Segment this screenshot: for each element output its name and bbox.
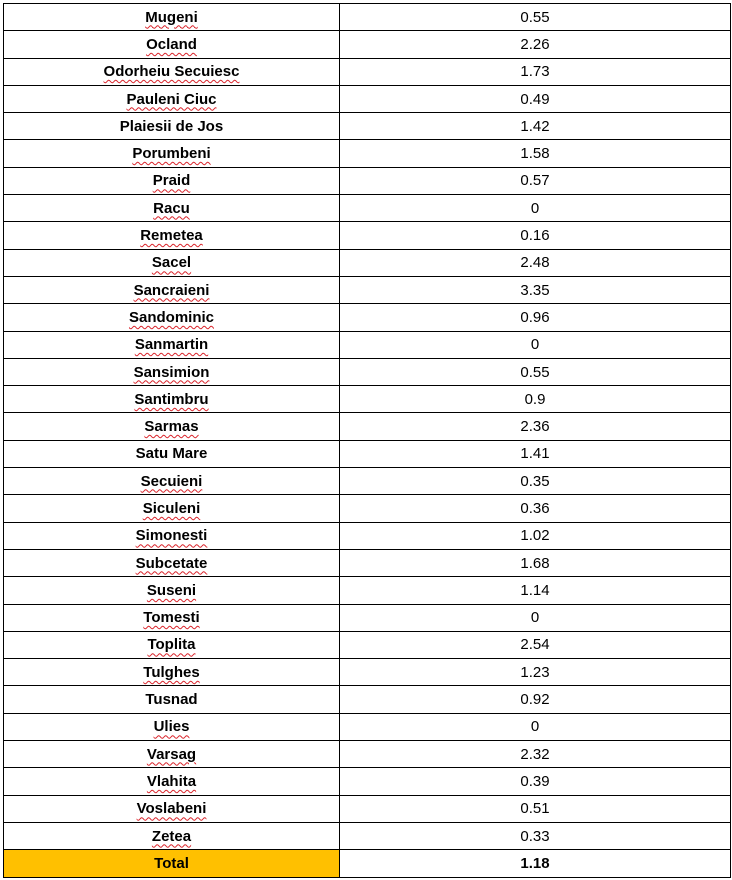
locality-cell[interactable]	[4, 495, 340, 522]
locality-value: 3.35	[520, 281, 550, 299]
locality-name: Praid	[152, 172, 191, 190]
table-row	[4, 659, 731, 686]
value-cell[interactable]	[340, 249, 731, 276]
locality-value: 0.51	[520, 800, 550, 818]
table-row	[4, 4, 731, 31]
locality-name: Santimbru	[134, 390, 209, 408]
value-cell[interactable]	[340, 31, 731, 58]
locality-value: 1.14	[520, 581, 550, 599]
table-row	[4, 522, 731, 549]
total-label-cell[interactable]	[4, 850, 340, 877]
table-row	[4, 604, 731, 631]
locality-name: Zetea	[151, 827, 192, 845]
value-cell[interactable]	[340, 413, 731, 440]
locality-value: 1.58	[520, 145, 550, 163]
locality-name: Odorheiu Secuiesc	[103, 63, 240, 81]
table-row	[4, 276, 731, 303]
locality-cell[interactable]	[4, 222, 340, 249]
value-cell[interactable]	[340, 822, 731, 849]
locality-cell[interactable]	[4, 276, 340, 303]
locality-cell[interactable]	[4, 631, 340, 658]
value-cell[interactable]	[340, 659, 731, 686]
table-row	[4, 358, 731, 385]
locality-cell[interactable]	[4, 386, 340, 413]
locality-cell[interactable]	[4, 413, 340, 440]
table-row	[4, 140, 731, 167]
value-cell[interactable]	[340, 331, 731, 358]
locality-name: Tulghes	[143, 663, 200, 681]
locality-value: 1.23	[520, 663, 550, 681]
locality-cell[interactable]	[4, 304, 340, 331]
value-cell[interactable]	[340, 604, 731, 631]
value-cell[interactable]	[340, 276, 731, 303]
table-body	[4, 4, 731, 850]
table-row	[4, 468, 731, 495]
locality-cell[interactable]	[4, 140, 340, 167]
table-row	[4, 577, 731, 604]
locality-name: Satu Mare	[135, 445, 208, 463]
locality-value: 0.92	[520, 691, 550, 709]
locality-name: Sarmas	[144, 418, 199, 436]
locality-value: 1.02	[520, 527, 550, 545]
table-row	[4, 440, 731, 467]
locality-name: Sancraieni	[133, 281, 210, 299]
locality-value: 0.33	[520, 827, 550, 845]
value-cell[interactable]	[340, 304, 731, 331]
value-cell[interactable]	[340, 631, 731, 658]
value-cell[interactable]	[340, 522, 731, 549]
table-row	[4, 495, 731, 522]
table-row	[4, 631, 731, 658]
value-cell[interactable]	[340, 222, 731, 249]
locality-value: 2.32	[520, 745, 550, 763]
locality-cell[interactable]	[4, 331, 340, 358]
table-row	[4, 31, 731, 58]
locality-cell[interactable]	[4, 686, 340, 713]
locality-name: Racu	[153, 199, 190, 217]
locality-name: Varsag	[146, 745, 197, 763]
locality-name: Voslabeni	[136, 800, 207, 818]
value-cell[interactable]	[340, 686, 731, 713]
locality-name: Siculeni	[142, 499, 201, 517]
locality-cell[interactable]	[4, 659, 340, 686]
locality-cell[interactable]	[4, 522, 340, 549]
locality-name: Plaiesii de Jos	[119, 117, 224, 135]
locality-value: 0.9	[524, 390, 546, 408]
locality-cell[interactable]	[4, 85, 340, 112]
table-row	[4, 249, 731, 276]
locality-name: Sansimion	[133, 363, 210, 381]
locality-value: 0.16	[520, 227, 550, 245]
table-row	[4, 795, 731, 822]
locality-cell[interactable]	[4, 167, 340, 194]
table-row	[4, 686, 731, 713]
locality-cell[interactable]	[4, 549, 340, 576]
value-cell[interactable]	[340, 4, 731, 31]
locality-cell[interactable]	[4, 358, 340, 385]
locality-cell[interactable]	[4, 577, 340, 604]
locality-value: 0.96	[520, 308, 550, 326]
locality-value: 0.36	[520, 499, 550, 517]
locality-cell[interactable]	[4, 604, 340, 631]
locality-value: 1.73	[520, 63, 550, 81]
table-row	[4, 195, 731, 222]
locality-cell[interactable]	[4, 113, 340, 140]
locality-value: 2.54	[520, 636, 550, 654]
locality-name: Sandominic	[128, 308, 214, 326]
locality-cell[interactable]	[4, 822, 340, 849]
value-cell[interactable]	[340, 768, 731, 795]
total-row	[4, 850, 731, 877]
locality-value: 0	[530, 718, 540, 736]
locality-name: Vlahita	[146, 772, 197, 790]
locality-name: Secuieni	[140, 472, 203, 490]
locality-cell[interactable]	[4, 4, 340, 31]
value-cell[interactable]	[340, 795, 731, 822]
locality-value: 2.36	[520, 418, 550, 436]
locality-value: 0.57	[520, 172, 550, 190]
locality-value: 0	[530, 609, 540, 627]
locality-name: Mugeni	[145, 8, 198, 26]
value-cell[interactable]	[340, 440, 731, 467]
value-cell[interactable]	[340, 140, 731, 167]
locality-value: 0.49	[520, 90, 550, 108]
locality-value: 0.55	[520, 363, 550, 381]
value-cell[interactable]	[340, 85, 731, 112]
locality-cell[interactable]	[4, 249, 340, 276]
locality-cell[interactable]	[4, 31, 340, 58]
locality-name: Sacel	[151, 254, 192, 272]
locality-cell[interactable]	[4, 440, 340, 467]
table-row	[4, 85, 731, 112]
locality-value: 0.35	[520, 472, 550, 490]
locality-name: Pauleni Ciuc	[126, 90, 217, 108]
locality-name: Simonesti	[135, 527, 208, 545]
table-row	[4, 113, 731, 140]
locality-value: 0.55	[520, 8, 550, 26]
table-row	[4, 386, 731, 413]
locality-name: Sanmartin	[134, 336, 209, 354]
table-row	[4, 549, 731, 576]
locality-name: Subcetate	[135, 554, 208, 572]
value-cell[interactable]	[340, 386, 731, 413]
value-cell[interactable]	[340, 113, 731, 140]
value-cell[interactable]	[340, 358, 731, 385]
locality-value: 0	[530, 199, 540, 217]
value-cell[interactable]	[340, 713, 731, 740]
value-cell[interactable]	[340, 58, 731, 85]
value-cell[interactable]	[340, 741, 731, 768]
locality-value: 0.39	[520, 772, 550, 790]
locality-cell[interactable]	[4, 713, 340, 740]
locality-value: 2.48	[520, 254, 550, 272]
locality-value: 0	[530, 336, 540, 354]
locality-name: Tusnad	[145, 691, 198, 709]
data-table	[3, 3, 731, 878]
locality-cell[interactable]	[4, 195, 340, 222]
table-row	[4, 222, 731, 249]
locality-name: Suseni	[146, 581, 197, 599]
locality-value: 1.68	[520, 554, 550, 572]
total-value-cell[interactable]	[340, 850, 731, 877]
value-cell[interactable]	[340, 468, 731, 495]
value-cell[interactable]	[340, 577, 731, 604]
locality-value: 1.42	[520, 117, 550, 135]
table-row	[4, 822, 731, 849]
total-label: Total	[154, 854, 189, 872]
value-cell[interactable]	[340, 549, 731, 576]
table-row	[4, 768, 731, 795]
locality-cell[interactable]	[4, 741, 340, 768]
locality-value: 1.41	[520, 445, 550, 463]
value-cell[interactable]	[340, 495, 731, 522]
table-row	[4, 167, 731, 194]
locality-name: Toplita	[147, 636, 196, 654]
locality-name: Ulies	[153, 718, 190, 736]
locality-name: Tomesti	[143, 609, 200, 627]
table-row	[4, 713, 731, 740]
value-cell[interactable]	[340, 167, 731, 194]
table-row	[4, 304, 731, 331]
value-cell[interactable]	[340, 195, 731, 222]
locality-cell[interactable]	[4, 468, 340, 495]
table-row	[4, 331, 731, 358]
locality-cell[interactable]	[4, 58, 340, 85]
locality-cell[interactable]	[4, 768, 340, 795]
table-row	[4, 413, 731, 440]
table-row	[4, 741, 731, 768]
table-row	[4, 58, 731, 85]
locality-value: 2.26	[520, 35, 550, 53]
total-value: 1.18	[520, 854, 550, 872]
locality-name: Ocland	[146, 35, 197, 53]
locality-name: Remetea	[140, 227, 203, 245]
locality-cell[interactable]	[4, 795, 340, 822]
locality-name: Porumbeni	[132, 145, 211, 163]
